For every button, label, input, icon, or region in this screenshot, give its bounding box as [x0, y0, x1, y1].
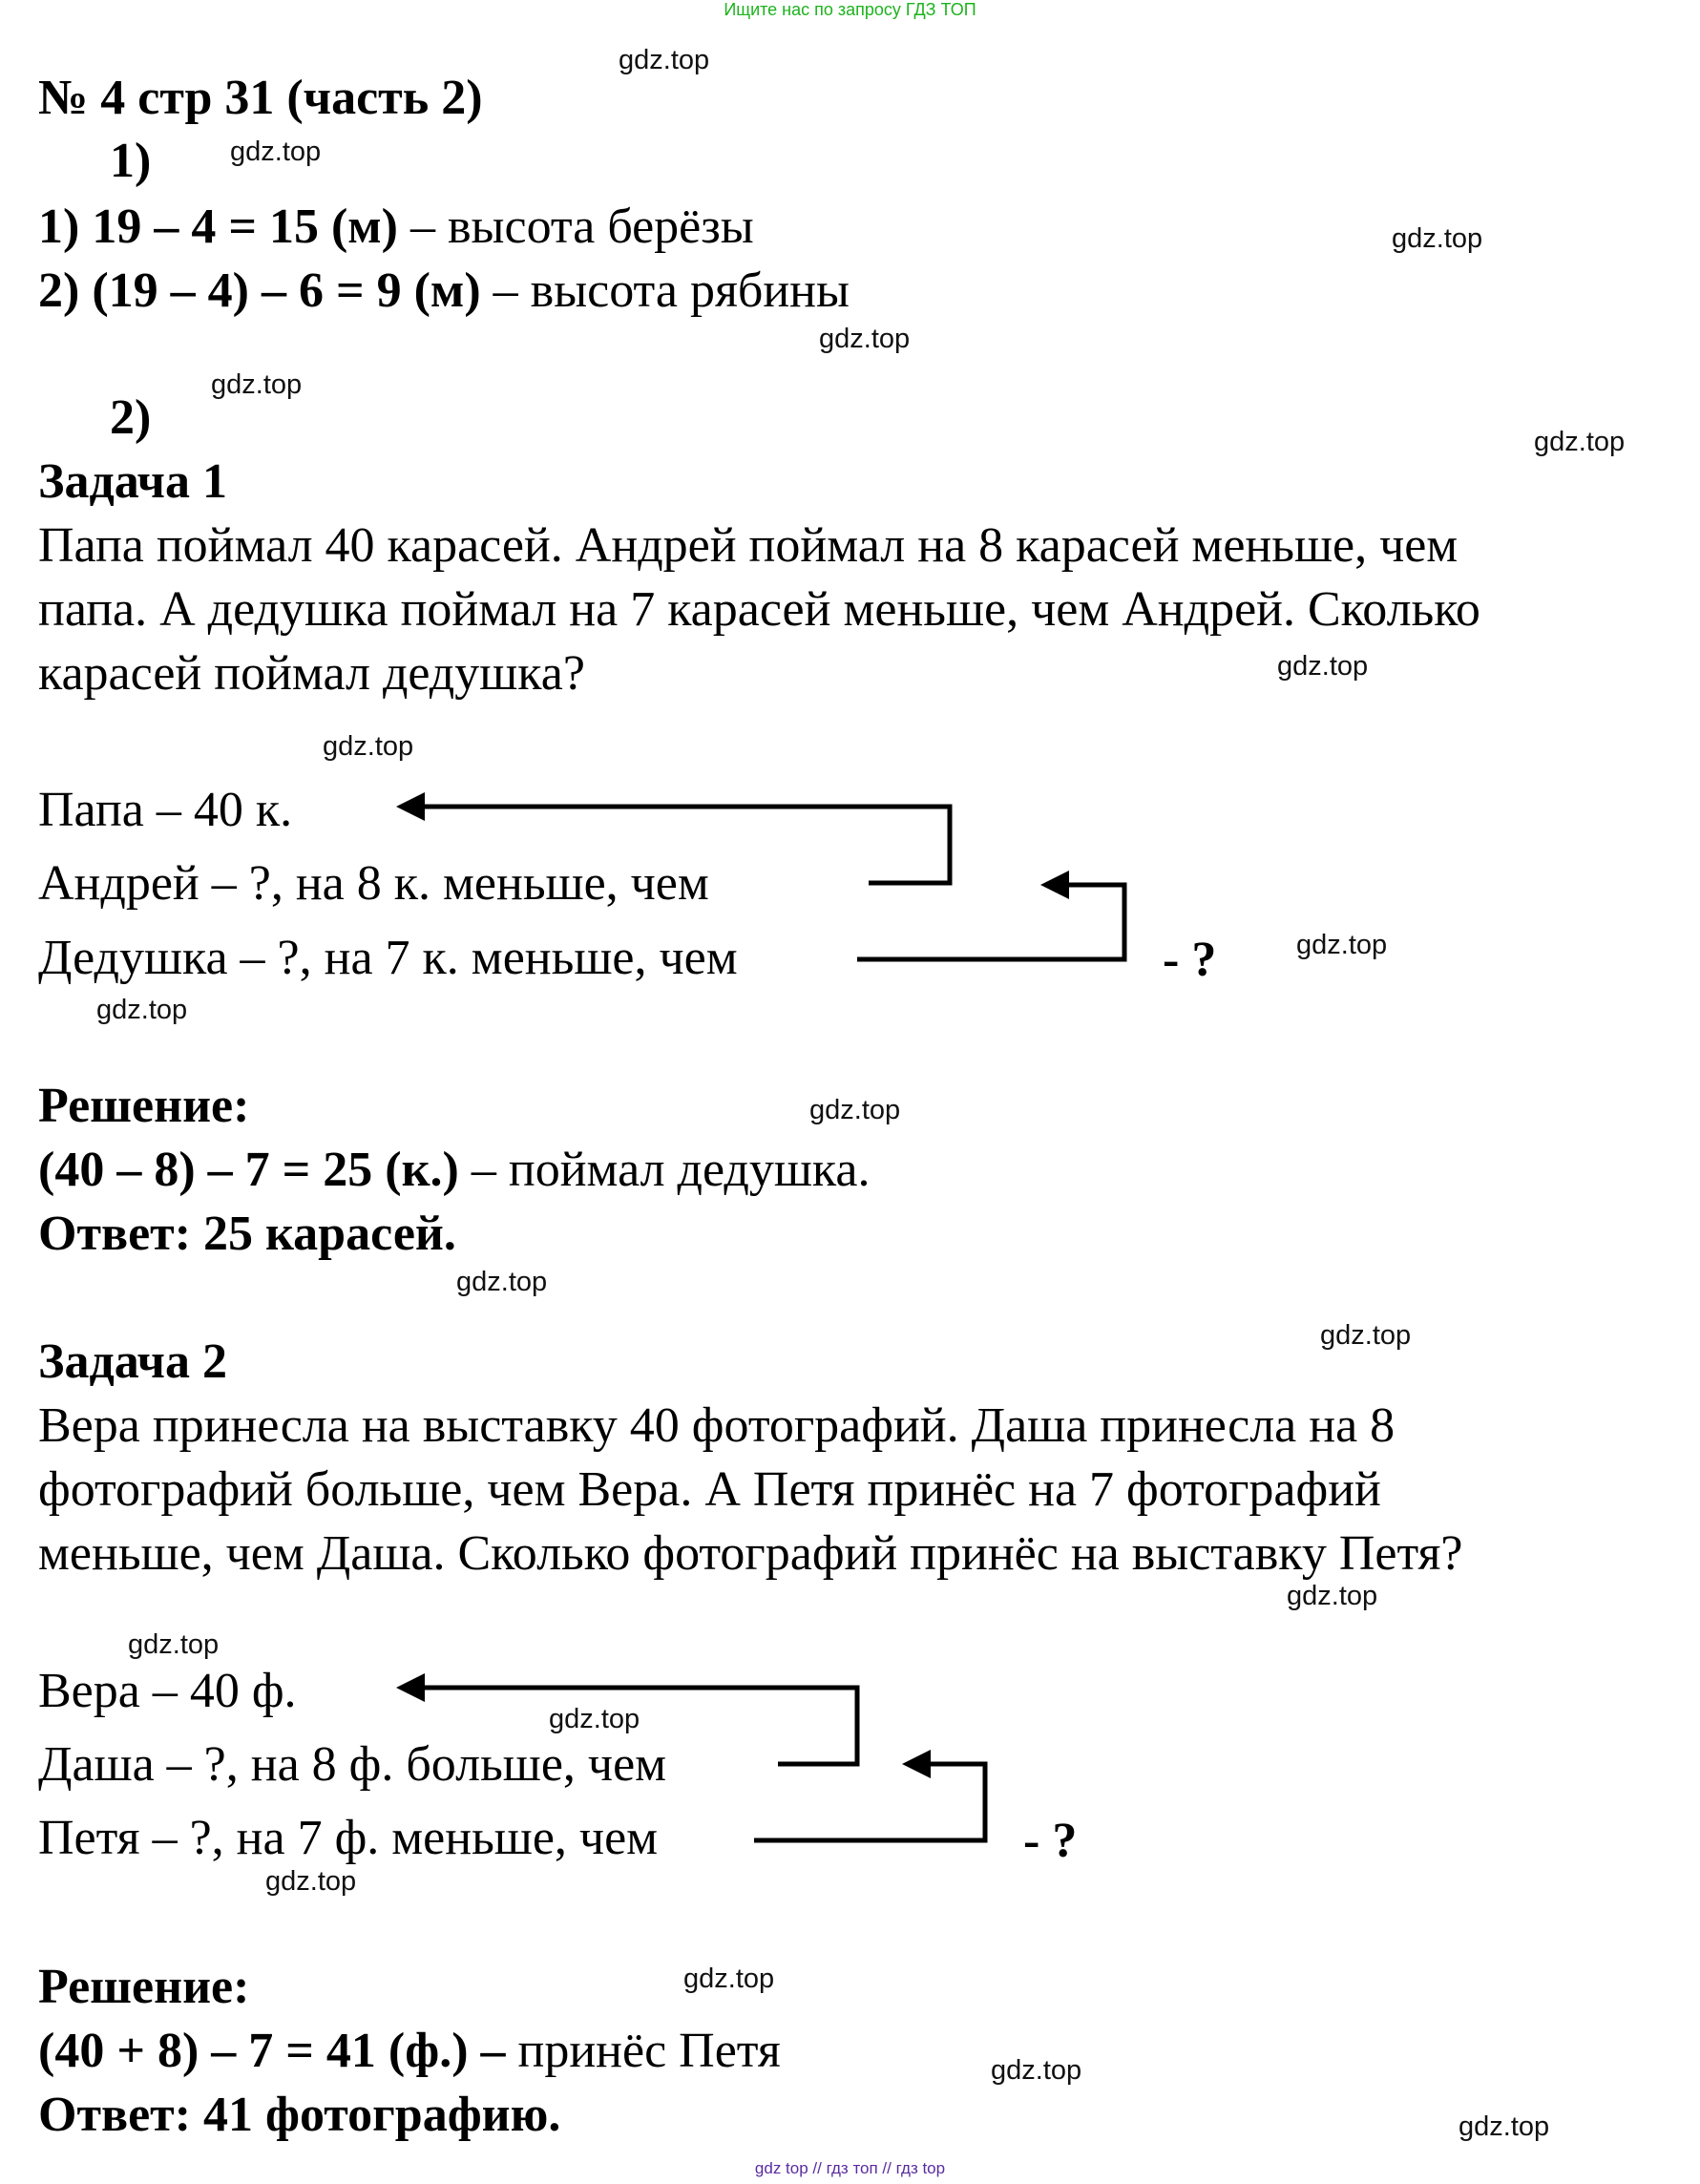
task2-question: - ? [1023, 1814, 1078, 1868]
task1-solution-title: Решение: [38, 1079, 250, 1133]
task2-text-line: фотографий больше, чем Вера. А Петя принёс на 7 фотографий [38, 1462, 1381, 1517]
task2-title: Задача 2 [38, 1334, 227, 1389]
task2-text-line: меньше, чем Даша. Сколько фотографий принёс на выставку Петя? [38, 1526, 1463, 1581]
watermark: gdz.top [991, 2055, 1082, 2086]
watermark: gdz.top [619, 45, 710, 75]
task1-arrow-andrey [857, 885, 1124, 959]
watermark: gdz.top [819, 324, 911, 354]
task2-solution-title: Решение: [38, 1960, 250, 2014]
task1-scheme-line: Дедушка – ?, на 7 к. меньше, чем [38, 931, 738, 985]
watermark: gdz.top [1320, 1320, 1412, 1351]
bottom-banner: gdz top // гдз топ // гдз top [754, 2159, 946, 2177]
page-title: № 4 стр 31 (часть 2) [38, 71, 483, 125]
part1-line1-expr: 1) 19 – 4 = 15 (м) [38, 200, 398, 254]
watermark: gdz.top [1287, 1581, 1378, 1611]
task2-scheme-line: Вера – 40 ф. [38, 1664, 297, 1718]
watermark: gdz.top [265, 1866, 357, 1897]
watermark: gdz.top [230, 136, 322, 167]
part1-label: 1) [110, 134, 152, 188]
watermark: gdz.top [211, 369, 303, 400]
task2-answer: Ответ: 41 фотографию. [38, 2088, 561, 2142]
watermark: gdz.top [549, 1704, 640, 1734]
watermark: gdz.top [1459, 2111, 1550, 2142]
watermark: gdz.top [1277, 651, 1369, 682]
watermark: gdz.top [128, 1629, 220, 1660]
task1-arrow-papa [420, 807, 950, 883]
task1-solution-text: – поймал дедушка. [458, 1143, 871, 1197]
watermark: gdz.top [1534, 427, 1626, 457]
watermark: gdz.top [809, 1095, 901, 1125]
task1-question: - ? [1163, 933, 1217, 987]
task1-title: Задача 1 [38, 454, 227, 509]
task2-solution-expr: (40 + 8) – 7 = 41 (ф.) – [38, 2024, 506, 2078]
task1-answer: Ответ: 25 карасей. [38, 1207, 456, 1261]
watermark: gdz.top [1392, 223, 1483, 254]
task1-scheme-line: Папа – 40 к. [38, 783, 293, 837]
task2-solution-text: принёс Петя [505, 2024, 781, 2078]
part2-label: 2) [110, 390, 152, 445]
watermark: gdz.top [1296, 930, 1388, 960]
task1-scheme-line: Андрей – ?, на 8 к. меньше, чем [38, 856, 709, 911]
task1-solution-expr: (40 – 8) – 7 = 25 (к.) [38, 1143, 459, 1197]
task2-scheme-line: Петя – ?, на 7 ф. меньше, чем [38, 1811, 659, 1865]
watermark: gdz.top [456, 1267, 548, 1297]
top-banner: Ищите нас по запросу ГДЗ ТОП [724, 0, 976, 19]
task1-text-line: карасей поймал дедушка? [38, 646, 585, 701]
task2-scheme-line: Даша – ?, на 8 ф. больше, чем [38, 1737, 667, 1792]
task1-text-line: папа. А дедушка поймал на 7 карасей меньше, чем Андрей. Сколько [38, 582, 1480, 637]
watermark: gdz.top [683, 1964, 775, 1994]
part1-line2-expr: 2) (19 – 4) – 6 = 9 (м) [38, 263, 481, 318]
watermark: gdz.top [323, 731, 414, 762]
task1-text-line: Папа поймал 40 карасей. Андрей поймал на 8 карасей меньше, чем [38, 518, 1459, 573]
task2-arrow-dasha [754, 1764, 985, 1840]
part1-line2-text: – высота рябины [480, 263, 850, 318]
task2-text-line: Вера принесла на выставку 40 фотографий. Даша принесла на 8 [38, 1398, 1396, 1453]
watermark: gdz.top [96, 995, 188, 1025]
part1-line1-text: – высота берёзы [398, 200, 754, 254]
